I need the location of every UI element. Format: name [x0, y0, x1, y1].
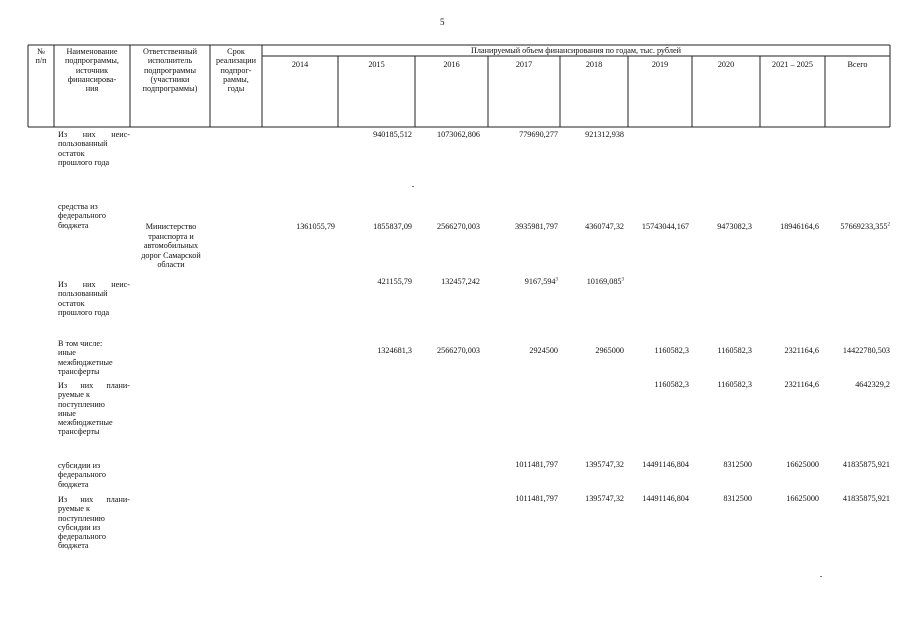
scan-speck: [820, 576, 822, 577]
header-responsible-line: (участники: [150, 74, 190, 84]
table-cell: [373, 130, 412, 139]
row-label-line: средства из: [58, 202, 98, 211]
cell-value: 421155,79: [377, 277, 412, 286]
table-cell: [786, 494, 819, 503]
cell-value: 2566270,003: [437, 222, 480, 231]
cell-value: 132457,242: [441, 277, 480, 286]
table-cell: [642, 494, 689, 503]
row-label-line: прошлого года: [58, 157, 110, 167]
header-responsible-column: [130, 47, 210, 93]
table-cell: [785, 380, 820, 389]
table-cell: [843, 346, 890, 355]
header-name-line: Наименование: [66, 47, 118, 56]
table-cell: [843, 494, 890, 503]
row-label-line: прошлого года: [58, 307, 110, 317]
responsible-line: автомобильных: [143, 241, 199, 250]
cell-value: 1395747,32: [585, 494, 624, 503]
table-cell: [786, 460, 819, 469]
table-cell: [585, 460, 624, 469]
cell-value: 8312500: [723, 494, 752, 503]
table-cell: [525, 277, 558, 286]
table-cell: [437, 130, 480, 139]
table-cell: [585, 222, 624, 231]
cell-value: 2965000: [595, 346, 624, 355]
table-cell: [780, 222, 819, 231]
footnote-marker: 3: [621, 277, 624, 283]
row-label-line: бюджета: [58, 479, 89, 489]
table-cell: [296, 222, 335, 231]
row-label-line: Из них неис-: [58, 280, 130, 289]
row-label: [58, 461, 130, 489]
header-number-line: №: [37, 47, 45, 56]
header-term-line: годы: [227, 84, 245, 94]
table-cell: [519, 130, 558, 139]
row-label-line: субсидии из: [58, 522, 101, 532]
page-number: 5: [440, 17, 445, 27]
header-year: 2016: [443, 60, 460, 69]
table-cell: [843, 460, 890, 469]
header-term-line: реализации: [215, 56, 256, 66]
header-responsible-line: Ответственный: [143, 47, 197, 56]
cell-value: 4642329,2: [855, 380, 890, 389]
cell-value: 940185,512: [373, 130, 412, 139]
header-responsible-line: подпрограммы): [142, 84, 198, 94]
table-cell: [723, 494, 752, 503]
cell-value: 1160582,3: [717, 380, 752, 389]
row-label-line: Из них неис-: [58, 130, 130, 139]
row-label-line: межбюджетные: [58, 418, 113, 428]
table-cell: [373, 222, 412, 231]
responsible-line: области: [157, 260, 185, 269]
cell-value: 2321164,6: [784, 346, 819, 355]
table-cell: [585, 130, 624, 139]
table-cell: [840, 222, 890, 231]
cell-value: 1073062,806: [437, 130, 480, 139]
row-label-line: федерального: [58, 532, 106, 542]
row-label-line: Из них плани-: [58, 381, 130, 390]
row-label-line: федерального: [58, 211, 106, 221]
header-number-column: [28, 47, 54, 66]
row-label: [58, 130, 130, 167]
table-cell: [437, 222, 480, 231]
cell-value: 3935981,797: [515, 222, 558, 231]
table-cell: [515, 460, 558, 469]
cell-value: 4360747,32: [585, 222, 624, 231]
header-term-column: [210, 47, 262, 93]
header-responsible-line: исполнитель: [147, 56, 193, 66]
cell-value: 2321164,6: [784, 380, 819, 389]
cell-value: 41835875,921: [842, 494, 890, 503]
cell-value: 2924500: [529, 346, 558, 355]
cell-value: 1855837,09: [373, 222, 412, 231]
cell-value: 14491146,804: [642, 460, 689, 469]
responsible-line: дорог Самарской: [141, 250, 201, 260]
cell-value: 14422780,503: [842, 346, 890, 355]
table-cell: [587, 277, 624, 286]
responsible-line: транспорта и: [148, 231, 194, 241]
responsible-executor: [130, 222, 212, 270]
cell-value: 8312500: [723, 460, 752, 469]
header-name-line: источник: [75, 65, 109, 75]
header-year: 2014: [291, 60, 309, 69]
cell-value: 1160582,3: [717, 346, 752, 355]
row-label-line: бюджета: [58, 220, 89, 230]
cell-value: 779690,277: [519, 130, 558, 139]
cell-value: 1361055,79: [296, 222, 335, 231]
table-cell: [441, 277, 480, 286]
scan-speck: [412, 186, 414, 187]
header-number-line: п/п: [35, 56, 47, 66]
row-label: [58, 381, 130, 437]
row-label-line: трансферты: [58, 366, 100, 376]
cell-value: 14491146,804: [642, 494, 689, 503]
cell-value: 1011481,797: [515, 494, 558, 503]
row-label-line: руемые к: [58, 390, 90, 400]
cell-value: 10169,085: [586, 277, 622, 286]
header-financing-title: Планируемый объем финансирования по годам, тыс. рублей: [471, 45, 681, 55]
cell-value: 9473082,3: [717, 222, 752, 231]
cell-value: 57669233,355: [840, 222, 888, 231]
table-cell: [377, 346, 412, 355]
header-responsible-line: подпрограммы: [144, 65, 196, 75]
cell-value: 1160582,3: [654, 346, 689, 355]
row-label-line: иные: [58, 348, 76, 358]
table-cell: [515, 494, 558, 503]
row-label: [58, 280, 130, 317]
header-name-line: финансирова-: [67, 74, 117, 84]
header-year: 2019: [651, 60, 669, 69]
row-label-line: пользованный: [58, 289, 108, 299]
header-term-line: раммы,: [223, 74, 249, 84]
table-cell: [785, 346, 820, 355]
footnote-marker: 3: [555, 277, 558, 283]
table-cell: [855, 380, 890, 389]
row-label-line: руемые к: [58, 504, 90, 514]
cell-value: 18946164,6: [780, 222, 819, 231]
row-label-line: федерального: [58, 470, 106, 480]
row-label: [58, 495, 130, 551]
table-cell: [642, 222, 689, 231]
header-term-line: подпрог-: [220, 65, 252, 75]
cell-value: 16625000: [786, 494, 819, 503]
cell-value: 16625000: [786, 460, 819, 469]
row-label-line: трансферты: [58, 427, 100, 437]
row-label-line: пользованный: [58, 139, 108, 149]
header-year: 2017: [515, 60, 533, 69]
row-label-line: межбюджетные: [58, 357, 113, 367]
table-cell: [718, 380, 753, 389]
row-label-line: остаток: [58, 298, 85, 308]
table-cell: [595, 346, 624, 355]
table-cell: [655, 380, 690, 389]
cell-value: 1324681,3: [377, 346, 412, 355]
cell-value: 2566270,003: [437, 346, 480, 355]
header-term-line: Срок: [227, 47, 245, 56]
footnote-marker: 2: [887, 222, 890, 228]
row-label-line: субсидии из: [58, 461, 101, 470]
cell-value: 921312,938: [585, 130, 624, 139]
row-label-line: В том числе:: [58, 339, 103, 348]
header-name-line: ния: [85, 84, 99, 94]
row-label-line: бюджета: [58, 541, 89, 551]
cell-value: 1395747,32: [585, 460, 624, 469]
table-cell: [437, 346, 480, 355]
row-label: [58, 202, 130, 230]
row-label-line: остаток: [58, 148, 85, 158]
header-year: 2021 – 2025: [772, 60, 813, 69]
cell-value: 9167,594: [524, 277, 556, 286]
header-year: 2015: [368, 60, 385, 69]
row-label: [58, 339, 130, 376]
cell-value: 1160582,3: [654, 380, 689, 389]
row-label-line: иные: [58, 408, 76, 418]
table-cell: [717, 222, 752, 231]
table-cell: [378, 277, 413, 286]
table-cell: [723, 460, 752, 469]
header-name-line: подпрограммы,: [65, 56, 119, 66]
row-label-line: Из них плани-: [58, 495, 130, 504]
header-name-column: [54, 47, 130, 93]
cell-value: 1011481,797: [515, 460, 558, 469]
cell-value: 41835875,921: [842, 460, 890, 469]
table-cell: [585, 494, 624, 503]
row-label-line: поступлению: [58, 513, 105, 523]
table-cell: [515, 222, 558, 231]
table-cell: [718, 346, 753, 355]
cell-value: 15743044,167: [641, 222, 689, 231]
table-cell: [642, 460, 689, 469]
header-year: 2020: [717, 60, 735, 69]
responsible-line: Министерство: [145, 222, 197, 231]
table-cell: [655, 346, 690, 355]
table-cell: [529, 346, 558, 355]
row-label-line: поступлению: [58, 399, 105, 409]
header-year: Всего: [847, 60, 868, 69]
header-year: 2018: [585, 60, 603, 69]
